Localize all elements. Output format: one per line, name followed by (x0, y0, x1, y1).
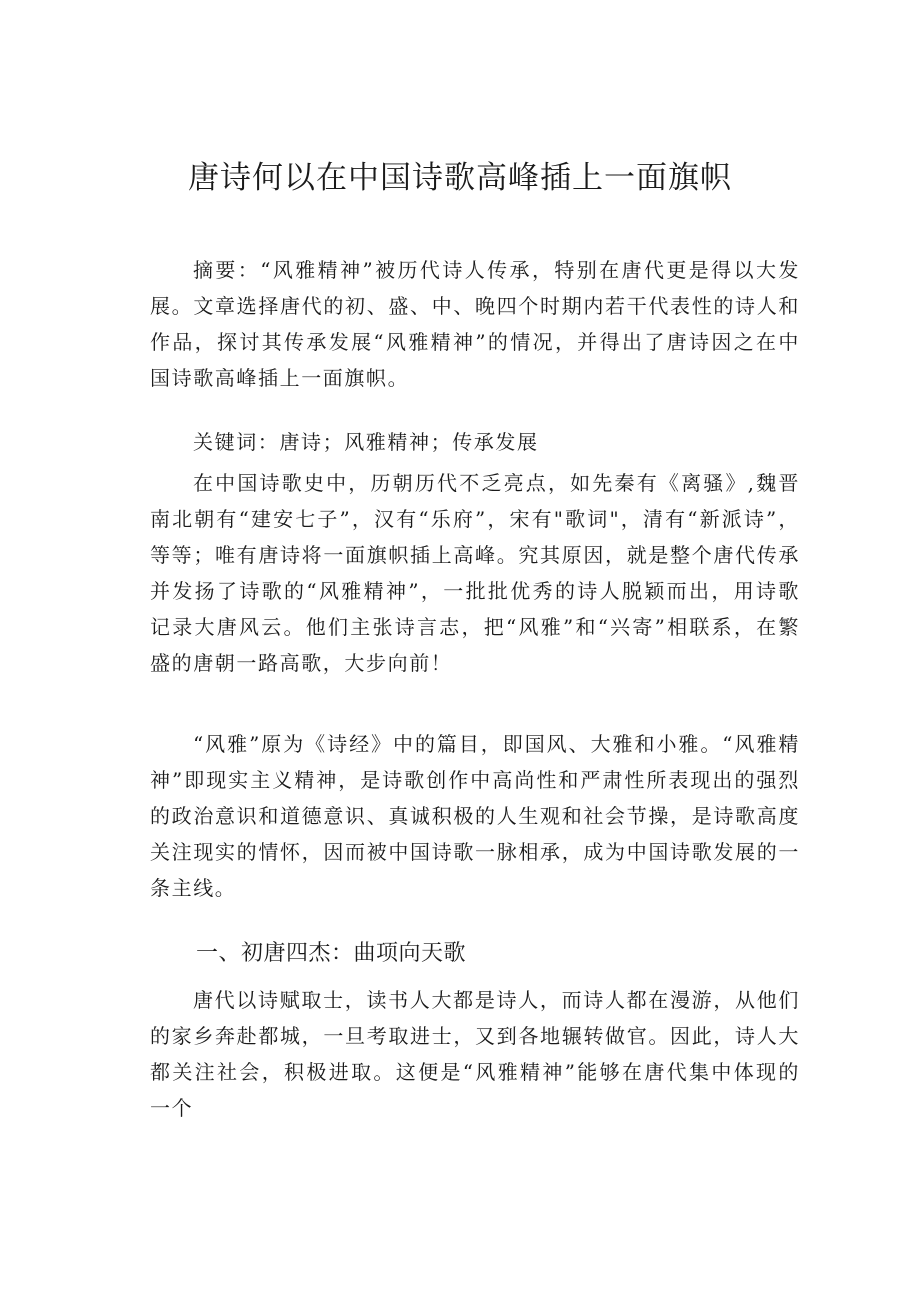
abstract-paragraph: 摘要：“风雅精神”被历代诗人传承，特别在唐代更是得以大发展。文章选择唐代的初、盛、中、晚四个时期内若干代表性的诗人和作品，探讨其传承发展“风雅精神”的情况，并得出了唐诗因之在中国诗歌高峰插上一面旗帜。 (150, 258, 800, 390)
body-paragraph-1: 在中国诗歌史中，历朝历代不乏亮点，如先秦有《离骚》,魏晋南北朝有“建安七子”，汉有“乐府”，宋有"歌词"，清有“新派诗”，等等；唯有唐诗将一面旗帜插上高峰。究其原因，就是整个唐代传承并发扬了诗歌的“风雅精神”，一批批优秀的诗人脱颖而出，用诗歌记录大唐风云。他们主张诗言志，把“风雅”和“兴寄”相联系，在繁盛的唐朝一路高歌，大步向前！ (150, 471, 800, 675)
body-paragraph-2: “风雅”原为《诗经》中的篇目，即国风、大雅和小雅。“风雅精神”即现实主义精神，是诗歌创作中高尚性和严肃性所表现出的强烈的政治意识和道德意识、真诚积极的人生观和社会节操，是诗歌高度关注现实的情怀，因而被中国诗歌一脉相承，成为中国诗歌发展的一条主线。 (150, 732, 800, 900)
document-title: 唐诗何以在中国诗歌高峰插上一面旗帜 (188, 160, 732, 196)
section-heading: 一、初唐四杰：曲项向天歌 (196, 941, 467, 966)
keywords-line: 关键词：唐诗；风雅精神；传承发展 (193, 430, 539, 454)
section-paragraph: 唐代以诗赋取士，读书人大都是诗人，而诗人都在漫游，从他们的家乡奔赴都城，一旦考取进士，又到各地辗转做官。因此，诗人大都关注社会，积极进取。这便是“风雅精神”能够在唐代集中体现的一个 (150, 988, 800, 1120)
